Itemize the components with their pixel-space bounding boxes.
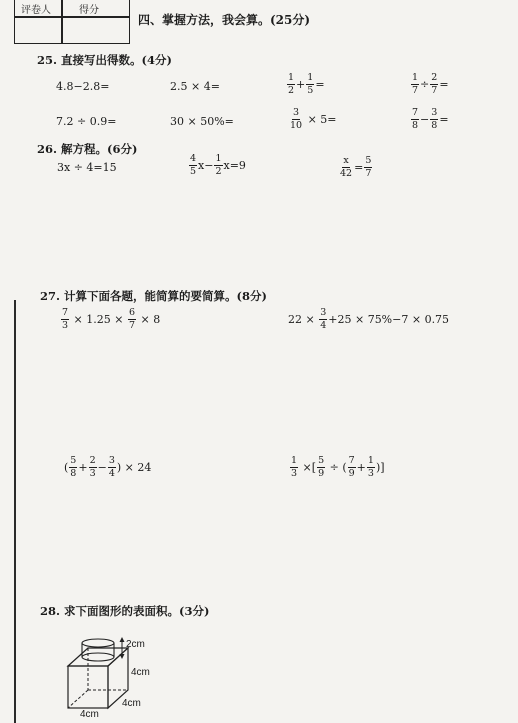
q26-eq1: 3x ÷ 4=15 xyxy=(57,161,117,174)
q26-eq2: $\frac{4}{5}$ x− $\frac{1}{2}$ x=9 xyxy=(190,153,246,177)
grader-label: 评卷人 xyxy=(21,5,51,16)
section-title: 四、掌握方法，我会算。(25分) xyxy=(138,13,311,27)
q25-title: 25. 直接写出得数。(4分) xyxy=(37,53,172,67)
q25-item-8: $\frac{7}{8}$ − $\frac{3}{8}$ = xyxy=(412,107,449,131)
q27-expr-2: 22 × $\frac{3}{4}$ +25 × 75%−7 × 0.75 xyxy=(288,307,450,331)
q27-expr-1: $\frac{7}{3}$ × 1.25 × $\frac{6}{7}$ × 8 xyxy=(62,307,161,331)
q25-item-5: 7.2 ÷ 0.9= xyxy=(56,115,117,128)
q28-title: 28. 求下面图形的表面积。(3分) xyxy=(40,604,210,618)
score-label: 得分 xyxy=(79,5,99,16)
q27-title: 27. 计算下面各题，能简算的要简算。(8分) xyxy=(40,289,267,303)
label-cube-height: 4cm xyxy=(131,667,150,678)
label-cube-depth: 4cm xyxy=(122,698,141,709)
q27-expr-3: ( $\frac{5}{8}$ + $\frac{2}{3}$ − $\frac{3}{4}$ ) × 24 xyxy=(64,455,152,479)
grading-box xyxy=(14,0,130,44)
cylinder-on-cube-figure xyxy=(50,630,170,723)
q25-item-3: $\frac{1}{2}$ + $\frac{1}{5}$ = xyxy=(288,72,325,96)
q25-item-2: 2.5 × 4= xyxy=(170,80,220,93)
label-cylinder-height: 2cm xyxy=(126,639,145,650)
q25-item-1: 4.8−2.8= xyxy=(56,80,110,93)
q26-eq3: $\frac{x}{42}$ = $\frac{5}{7}$ xyxy=(340,155,372,179)
grading-box-rule xyxy=(15,16,129,18)
q25-item-6: 30 × 50%= xyxy=(170,115,234,128)
grading-box-divider xyxy=(61,0,63,43)
label-cube-width: 4cm xyxy=(80,709,99,720)
q25-item-7: $\frac{3}{10}$ × 5= xyxy=(290,107,337,131)
q27-expr-4: $\frac{1}{3}$ ×[ $\frac{5}{9}$ ÷ ( $\frac{7}{9}$ + $\frac{1}{3}$ )] xyxy=(291,455,385,479)
q26-title: 26. 解方程。(6分) xyxy=(37,142,138,156)
q25-item-4: $\frac{1}{7}$ ÷ $\frac{2}{7}$ = xyxy=(412,72,449,96)
binding-margin-line xyxy=(14,300,16,723)
